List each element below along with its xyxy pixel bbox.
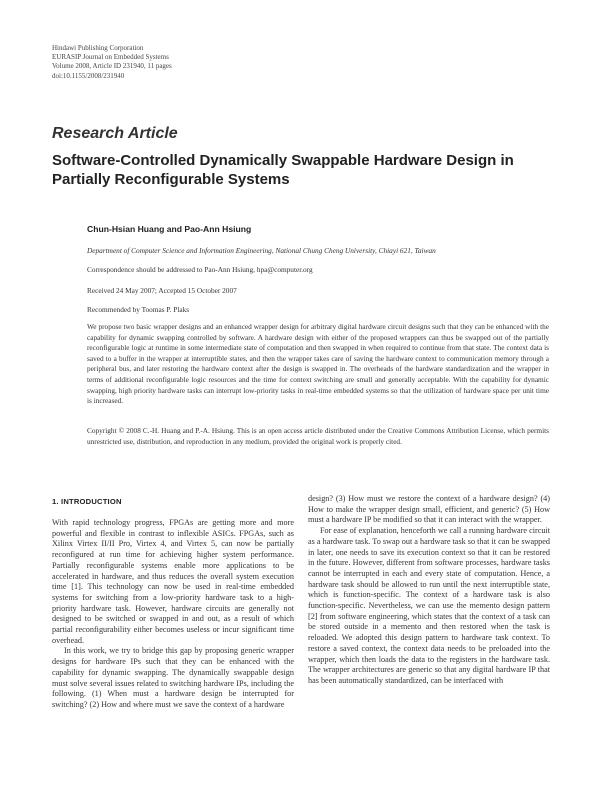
correspondence: Correspondence should be addressed to Pao-Ann Hsiung, hpa@computer.org xyxy=(87,265,313,274)
paper-title: Software-Controlled Dynamically Swappable Hardware Design in Partially Reconfigurable Systems xyxy=(52,152,514,188)
doi: doi:10.1155/2008/231940 xyxy=(52,71,125,80)
intro-paragraph-4: For ease of explanation, henceforth we call a running hardware circuit as a hardware task. To swap out a hardware task so that it can be swapped in later, one needs to save its execution context so that it can be restored in the future. However, different from software processes, hardware tasks cannot be interrupted in each and every state of computation. Hence, a hardware task should be allowed to run until the next interruptible state, which is function-specific. The context of a hardware task is also function-specific. Nevertheless, we can use the memento design pattern [2] from software engineering, which states that the context of a task can be stored outside in a memento and then restored when the task is reloaded. We adopted this design pattern to hardware task context. To restore a saved context, the context data needs to be preloaded into the wrapper, which then loads the data to the registers in the hardware task. The wrapper architectures are generic so that any digital hardware IP that has been automatically standardized, can be interfaced with xyxy=(308,526,550,685)
authors: Chun-Hsian Huang and Pao-Ann Hsiung xyxy=(87,224,252,234)
right-column xyxy=(308,494,550,687)
copyright-notice: Copyright © 2008 C.-H. Huang and P.-A. Hsiung. This is an open access article distributed under the Creative Commons Attribution License, which permits unrestricted use, distribution, and reproduction in any medium, provided the original work is properly cited. xyxy=(87,426,549,446)
journal-header xyxy=(52,44,172,81)
article-type: Research Article xyxy=(52,125,178,142)
section-heading-introduction: 1. INTRODUCTION xyxy=(52,497,122,506)
intro-paragraph-3: design? (3) How must we restore the context of a hardware design? (4) How to make the wrapper design small, efficient, and generic? (5) How must a hardware IP be modified so that it can interact with the wrapper. xyxy=(308,494,550,525)
publisher: Hindawi Publishing Corporation xyxy=(52,44,144,52)
affiliation: Department of Computer Science and Information Engineering, National Chung Cheng University, Chiayi 621, Taiwan xyxy=(87,246,436,255)
journal-name: EURASIP Journal on Embedded Systems xyxy=(52,53,169,62)
dates: Received 24 May 2007; Accepted 15 October 2007 xyxy=(87,286,237,295)
recommended-by: Recommended by Toomas P. Plaks xyxy=(87,305,190,314)
abstract: We propose two basic wrapper designs and an enhanced wrapper design for arbitrary digital hardware circuit designs such that they can be enhanced with the capability for dynamic swapping controlled by software. A hardware design with either of the proposed wrappers can thus be swapped out of the partially reconfigurable logic at runtime in some intermediate state of computation and then swapped in when required to continue from that state. The context data is saved to a buffer in the wrapper at interruptible states, and then the wrapper takes care of saving the hardware context to communication memory through a peripheral bus, and later restoring the hardware context after the design is swapped in. The overheads of the hardware standardization and the wrapper in terms of additional reconfigurable logic resources and the time for context switching are small and generally acceptable. With the capability for dynamic swapping, high priority hardware tasks can interrupt low-priority tasks in real-time embedded systems so that the utilization of hardware space per unit time is increased. xyxy=(87,322,549,406)
intro-paragraph-1: With rapid technology progress, FPGAs are getting more and more powerful and flexible in contrast to inflexible ASICs. FPGAs, such as Xilinx Virtex II/II Pro, Virtex 4, and Virtex 5, can now be partially reconfigured at run time for achieving higher system performance. Partially reconfigurable systems enable more applications to be accelerated in hardware, and thus reduces the overall system execution time [1]. This technology can now be used in real-time embedded systems for switching from a low-priority hardware task to a high-priority hardware task. However, hardware circuits are generally not designed to be switched or swapped in and out, as a result of which partial reconfigurability either becomes useless or incur significant time overhead. xyxy=(52,518,294,645)
intro-paragraph-2: In this work, we try to bridge this gap by proposing generic wrapper designs for hardware IPs such that they can be enhanced with the capability for dynamic swapping. The dynamically swappable design must solve several issues related to switching hardware IPs, including the following. (1) When must a hardware design be interrupted for switching? (2) How and where must we save the context of a hardware xyxy=(52,646,294,709)
volume-info: Volume 2008, Article ID 231940, 11 pages xyxy=(52,62,172,71)
left-column xyxy=(52,518,294,711)
